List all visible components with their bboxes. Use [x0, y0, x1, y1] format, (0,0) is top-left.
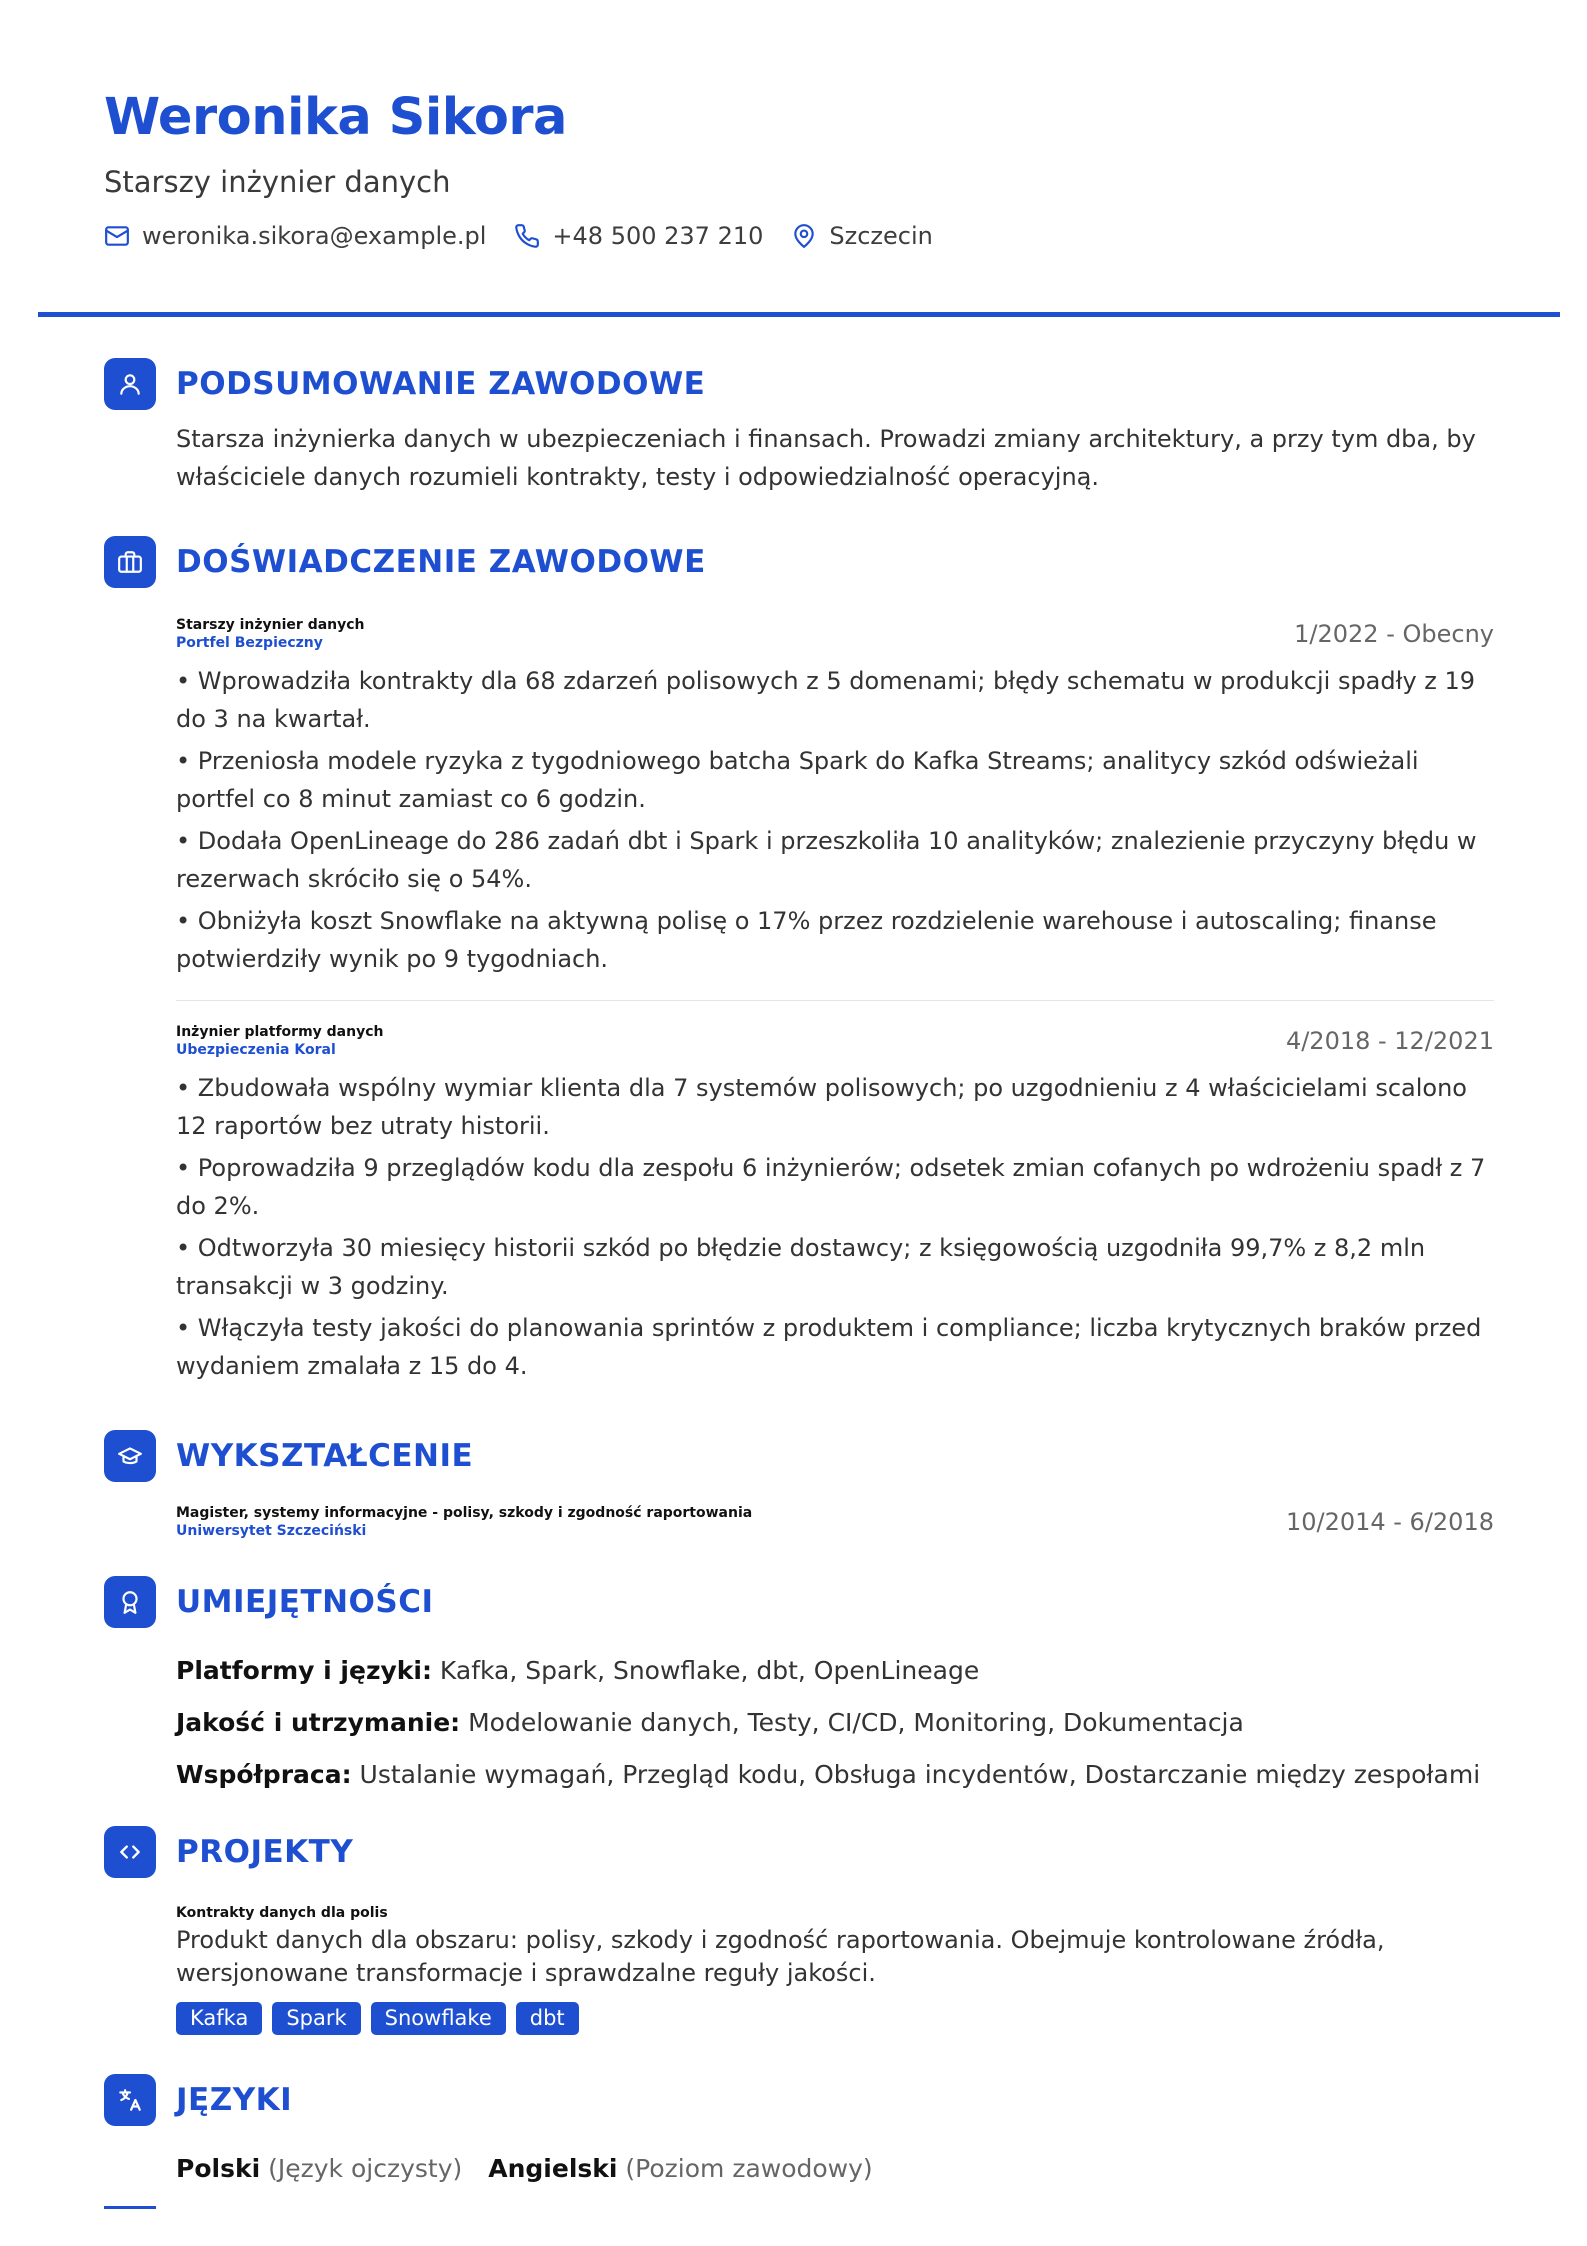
job-bullet: • Poprowadziła 9 przeglądów kodu dla zespołu 6 inżynierów; odsetek zmian cofanych po wdrożeniu spadł z 7 do 2%. [176, 1154, 1486, 1220]
job-dates: 4/2018 - 12/2021 [1285, 1027, 1494, 1055]
skill-label: Platformy i języki: [176, 1656, 432, 1685]
education-section [104, 1430, 1494, 1544]
job-entry [104, 616, 1494, 978]
tag-chip: Snowflake [371, 2002, 506, 2035]
project-name: Kontrakty danych dla polis [176, 1905, 388, 1921]
award-icon [104, 1576, 156, 1628]
job-entry [104, 1023, 1494, 1385]
translate-icon [104, 2074, 156, 2126]
job-role: Starszy inżynier danych [176, 617, 365, 633]
skill-value: Modelowanie danych, Testy, CI/CD, Monitoring, Dokumentacja [460, 1708, 1244, 1737]
job-bullet: • Odtworzyła 30 miesięcy historii szkód po błędzie dostawcy; z księgowością uzgodniła 99,7% z 8,2 mln transakcji w 3 godziny. [176, 1234, 1426, 1300]
mail-icon [104, 223, 130, 249]
candidate-title: Starszy inżynier danych [104, 165, 451, 199]
language-item [176, 2154, 462, 2183]
summary-section [104, 358, 1494, 496]
job-bullet: • Wprowadziła kontrakty dla 68 zdarzeń polisowych z 5 domenami; błędy schematu w produkcji spadły z 19 do 3 na kwartał. [176, 667, 1476, 733]
summary-heading: PODSUMOWANIE ZAWODOWE [176, 366, 706, 402]
contact-location [791, 222, 932, 250]
job-bullet: • Obniżyła koszt Snowflake na aktywną polisę o 17% przez rozdzielenie warehouse i autoscaling; finanse potwierdziły wynik po 9 tygodniach. [176, 907, 1437, 973]
school: Uniwersytet Szczeciński [176, 1523, 367, 1539]
map-pin-icon [791, 223, 817, 249]
language-item [488, 2154, 872, 2183]
footer-divider [104, 2206, 156, 2209]
skills-heading: UMIEJĘTNOŚCI [176, 1584, 434, 1620]
languages-heading: JĘZYKI [176, 2082, 293, 2118]
phone-icon [514, 223, 540, 249]
contact-info [104, 222, 1504, 250]
experience-heading: DOŚWIADCZENIE ZAWODOWE [176, 544, 706, 580]
projects-heading: PROJEKTY [176, 1834, 354, 1870]
skill-label: Jakość i utrzymanie: [176, 1708, 461, 1737]
experience-section [104, 536, 1494, 1389]
job-bullets [176, 662, 1494, 978]
contact-email[interactable] [104, 222, 486, 250]
job-bullet: • Włączyła testy jakości do planowania sprintów z produktem i compliance; liczba krytycznych braków przed wydaniem zmalała z 15 do 4. [176, 1314, 1482, 1380]
languages-section [104, 2074, 1494, 2183]
languages-list [176, 2154, 1494, 2183]
skills-section [104, 1576, 1494, 1808]
language-level: (Język ojczysty) [268, 2154, 463, 2183]
language-level: (Poziom zawodowy) [625, 2154, 873, 2183]
education-heading: WYKSZTAŁCENIE [176, 1438, 474, 1474]
code-icon [104, 1826, 156, 1878]
header-divider [38, 312, 1560, 317]
job-company: Ubezpieczenia Koral [176, 1042, 336, 1058]
tag-chip: dbt [516, 2002, 579, 2035]
resume-header [104, 84, 1504, 250]
language-name: Polski [176, 2154, 261, 2183]
job-bullets [176, 1069, 1494, 1385]
projects-section [104, 1826, 1494, 2035]
job-role: Inżynier platformy danych [176, 1024, 384, 1040]
candidate-name: Weronika Sikora [104, 88, 567, 147]
job-bullet: • Przeniosła modele ryzyka z tygodniowego batcha Spark do Kafka Streams; analitycy szkód odświeżali portfel co 8 minut zamiast co 6 godzin. [176, 747, 1419, 813]
skill-value: Ustalanie wymagań, Przegląd kodu, Obsługa incydentów, Dostarczanie między zespołami [351, 1760, 1481, 1789]
skill-value: Kafka, Spark, Snowflake, dbt, OpenLineage [431, 1656, 980, 1685]
language-name: Angielski [488, 2154, 618, 2183]
skill-row [176, 1652, 1494, 1690]
job-dates: 1/2022 - Obecny [1294, 620, 1494, 648]
summary-text: Starsza inżynierka danych w ubezpieczeniach i finansach. Prowadzi zmiany architektury, a przy tym dba, by właściciele danych rozumieli kontrakty, testy i odpowiedzialność operacyjną. [176, 425, 1476, 491]
degree: Magister, systemy informacyjne - polisy, szkody i zgodność raportowania [176, 1505, 753, 1521]
job-separator [176, 1000, 1494, 1001]
job-bullet: • Dodała OpenLineage do 286 zadań dbt i Spark i przeszkoliła 10 analityków; znalezienie przyczyny błędu w rezerwach skróciło się o 54%. [176, 827, 1477, 893]
email-text: weronika.sikora@example.pl [142, 222, 487, 250]
user-icon [104, 358, 156, 410]
tag-chip: Spark [272, 2002, 360, 2035]
briefcase-icon [104, 536, 156, 588]
project-description: Produkt danych dla obszaru: polisy, szkody i zgodność raportowania. Obejmuje kontrolowane źródła, wersjonowane transformacje i sprawdzalne reguły jakości. [176, 1926, 1385, 1987]
job-company: Portfel Bezpieczny [176, 635, 323, 651]
graduation-cap-icon [104, 1430, 156, 1482]
phone-text: +48 500 237 210 [552, 222, 764, 250]
skill-label: Współpraca: [176, 1760, 352, 1789]
location-text: Szczecin [829, 222, 933, 250]
education-dates: 10/2014 - 6/2018 [1285, 1508, 1494, 1536]
skill-row [176, 1756, 1494, 1794]
project-tags [176, 2002, 1494, 2035]
job-bullet: • Zbudowała wspólny wymiar klienta dla 7 systemów polisowych; po uzgodnieniu z 4 właścicielami scalono 12 raportów bez utraty historii. [176, 1074, 1467, 1140]
tag-chip: Kafka [176, 2002, 262, 2035]
contact-phone[interactable] [514, 222, 763, 250]
skill-row [176, 1704, 1494, 1742]
